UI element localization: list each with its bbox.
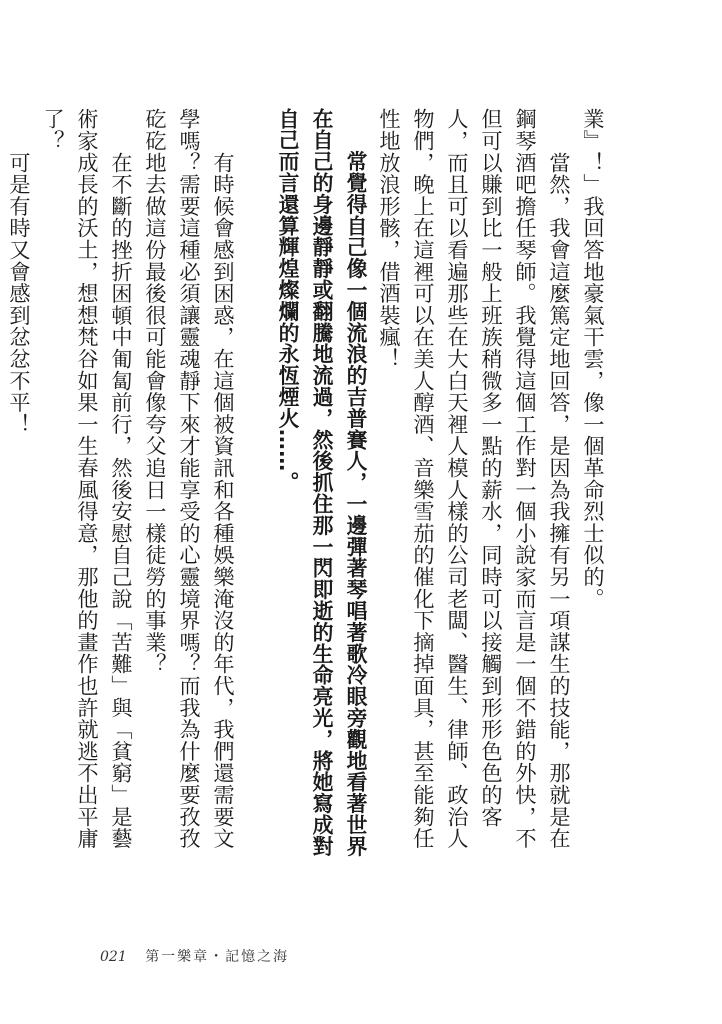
paragraph-5: 在不斷的挫折困頓中匍匐前行，然後安慰自己說「苦難」與「貧窮」是藝術家成長的沃土，想想梵谷如果一生春風得意，那他的畫作也許就逃不出平庸了？ [41,108,134,850]
paragraph-6: 可是有時又會感到忿忿不平！ [7,108,32,435]
page-footer [100,946,289,966]
paragraph-4: 有時候會感到困惑，在這個被資訊和各種娛樂淹沒的年代，我們還需要文學嗎？需要這種必須讓靈魂靜下來才能享受的心靈境界嗎？而我為什麼要孜孜矻矻地去做這份最後很可能會像夸父追日一樣徒勞的事業？ [143,108,236,850]
vertical-text-body [2,108,610,868]
chapter-title: 第一樂章・記憶之海 [145,949,290,965]
paragraph-3-emphasis: 常覺得自己像一個流浪的吉普賽人，一邊彈著琴唱著歌冷眼旁觀地看著世界在自己的身邊靜靜或翻騰地流過，然後抓住那一閃即逝的生命亮光，將她寫成對自己而言還算輝煌燦爛的永恆煙火……。 [275,108,367,857]
paragraph-1: 業』！」我回答地豪氣干雲，像一個革命烈士似的。 [581,108,606,610]
page-number: 021 [100,949,127,965]
paragraph-2: 當然，我會這麼篤定地回答，是因為我擁有另一項謀生的技能，那就是在鋼琴酒吧擔任琴師。我覺得這個工作對一個小說家而言是一個不錯的外快，不但可以賺到比一般上班族稍微多一點的薪水，同時可以接觸到形形色色的客人，而且可以看遍那些在大白天裡人模人樣的公司老闆、醫生、律師、政治人物們，晚上在這裡可以在美人醇酒、音樂雪茄的催化下摘掉面具，甚至能夠任性地放浪形骸，借酒裝瘋！ [377,108,572,850]
section-spacer [240,108,270,868]
